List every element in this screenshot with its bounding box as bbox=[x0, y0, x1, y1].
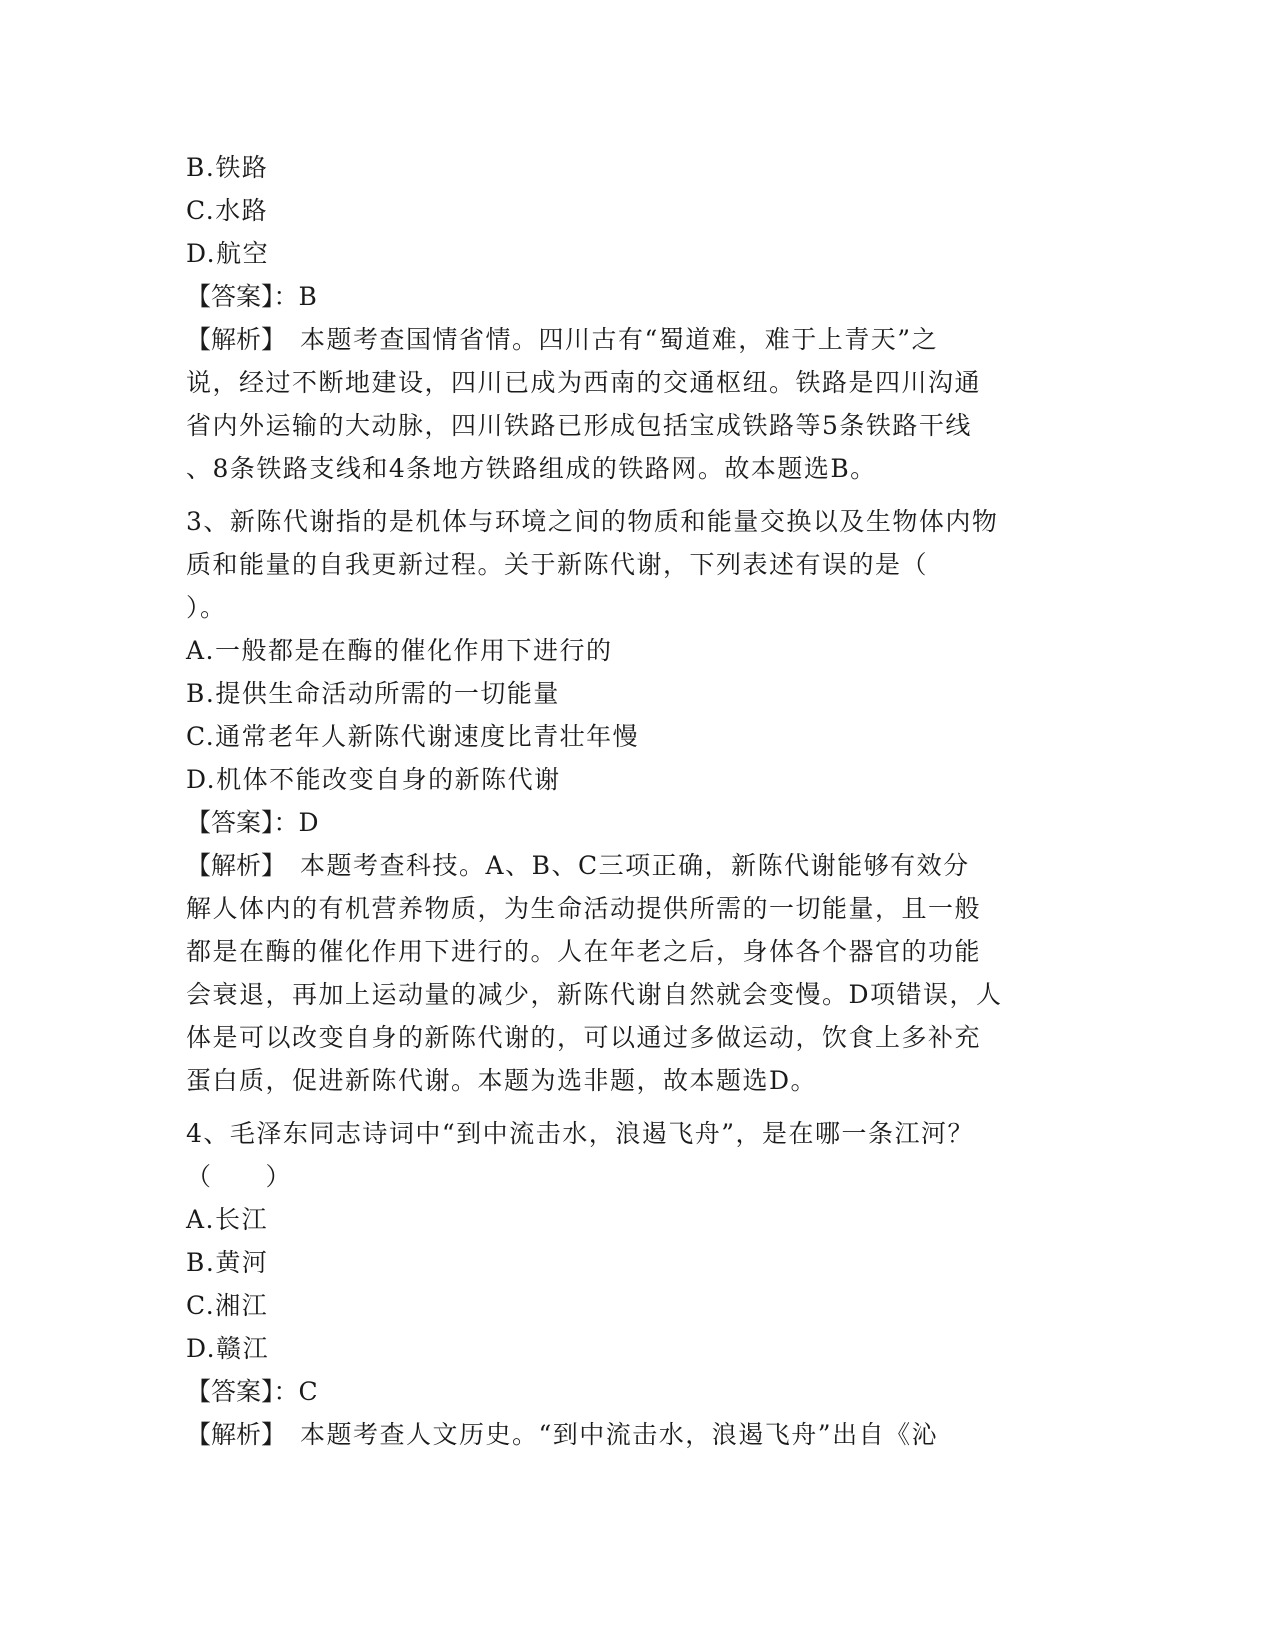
analysis-text: 省内外运输的大动脉，四川铁路已形成包括宝成铁路等5条铁路干线 bbox=[186, 411, 972, 440]
analysis-text: 蛋白质，促进新陈代谢。本题为选非题，故本题选D。 bbox=[186, 1066, 818, 1095]
document-page bbox=[186, 146, 1086, 1456]
question-3 bbox=[186, 500, 1086, 1102]
option-a: A.长江 bbox=[186, 1205, 269, 1234]
analysis-text: 会衰退，再加上运动量的减少，新陈代谢自然就会变慢。D项错误，人 bbox=[186, 980, 1003, 1009]
answer-label: 【答案】： bbox=[186, 282, 299, 311]
option-d: D.航空 bbox=[186, 239, 270, 268]
answer-line bbox=[186, 1370, 1086, 1413]
analysis-line bbox=[186, 318, 1086, 361]
analysis-label: 【解析】 bbox=[186, 851, 274, 880]
option-b: B.铁路 bbox=[186, 153, 269, 182]
option-b: B.黄河 bbox=[186, 1248, 269, 1277]
answer-value: D bbox=[298, 808, 321, 837]
answer-line bbox=[186, 801, 1086, 844]
analysis-text: 体是可以改变自身的新陈代谢的，可以通过多做运动，饮食上多补充 bbox=[186, 1023, 982, 1052]
question-stem: （ ） bbox=[186, 1162, 293, 1191]
question-2 bbox=[186, 146, 1086, 490]
question-stem: ）。 bbox=[186, 593, 227, 622]
answer-value: B bbox=[298, 282, 319, 311]
analysis-label: 【解析】 bbox=[186, 325, 274, 354]
analysis-line bbox=[186, 844, 1086, 887]
option-d: D.赣江 bbox=[186, 1334, 270, 1363]
question-4 bbox=[186, 1112, 1086, 1456]
analysis-text: 、8条铁路支线和4条地方铁路组成的铁路网。故本题选B。 bbox=[186, 454, 877, 483]
analysis-line bbox=[186, 1413, 1086, 1456]
question-stem: 3、新陈代谢指的是机体与环境之间的物质和能量交换以及生物体内物 bbox=[186, 507, 999, 536]
analysis-text: 本题考查科技。A、B、C三项正确，新陈代谢能够有效分 bbox=[273, 851, 970, 880]
option-c: C.水路 bbox=[186, 196, 269, 225]
option-b: B.提供生命活动所需的一切能量 bbox=[186, 679, 560, 708]
answer-label: 【答案】： bbox=[186, 1377, 299, 1406]
answer-label: 【答案】： bbox=[186, 808, 299, 837]
analysis-text: 说，经过不断地建设，四川已成为西南的交通枢纽。铁路是四川沟通 bbox=[186, 368, 982, 397]
answer-line bbox=[186, 275, 1086, 318]
option-d: D.机体不能改变自身的新陈代谢 bbox=[186, 765, 561, 794]
analysis-text: 本题考查国情省情。四川古有“蜀道难，难于上青天”之 bbox=[273, 325, 939, 354]
option-a: A.一般都是在酶的催化作用下进行的 bbox=[186, 636, 613, 665]
question-stem: 质和能量的自我更新过程。关于新陈代谢，下列表述有误的是（ bbox=[186, 550, 929, 579]
analysis-text: 都是在酶的催化作用下进行的。人在年老之后，身体各个器官的功能 bbox=[186, 937, 982, 966]
option-c: C.通常老年人新陈代谢速度比青壮年慢 bbox=[186, 722, 640, 751]
analysis-text: 解人体内的有机营养物质，为生命活动提供所需的一切能量，且一般 bbox=[186, 894, 982, 923]
answer-value: C bbox=[298, 1377, 320, 1406]
analysis-label: 【解析】 bbox=[186, 1420, 274, 1449]
question-stem: 4、毛泽东同志诗词中“到中流击水，浪遏飞舟”，是在哪一条江河？ bbox=[186, 1119, 974, 1148]
option-c: C.湘江 bbox=[186, 1291, 269, 1320]
analysis-text: 本题考查人文历史。“到中流击水，浪遏飞舟”出自《沁 bbox=[273, 1420, 939, 1449]
